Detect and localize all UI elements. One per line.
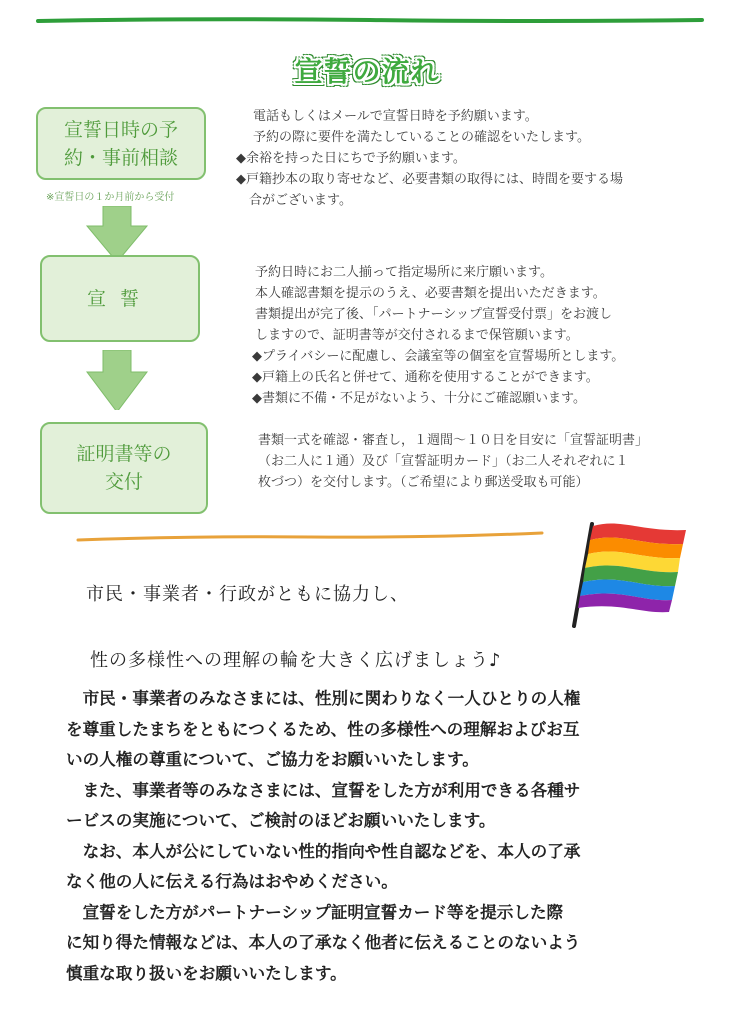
down-arrow-icon xyxy=(85,350,149,410)
body-line: いの人権の尊重について、ご協力をお願いいたします。 xyxy=(66,750,479,769)
body-line: を尊重したまちをともにつくるため、性の多様性への理解およびお互 xyxy=(66,719,580,739)
desc-line: ◆プライバシーに配慮し、会議室等の個室を宣誓場所とします。 xyxy=(252,349,625,364)
desc-line: ◆余裕を持った日にちで予約願います。 xyxy=(236,151,466,166)
body-line: ービスの実施について、ご検討のほどお願いいたします。 xyxy=(66,811,496,830)
desc-line: 合がございます。 xyxy=(249,193,352,208)
top-divider-line xyxy=(36,16,704,25)
step-reservation-label-line1: 宣誓日時の予 xyxy=(63,118,178,141)
page-title-container xyxy=(272,50,462,94)
body-line: なお、本人が公にしていない性的指向や性自認などを、本人の了承 xyxy=(66,841,581,861)
desc-line: 書類提出が完了後、「パートナーシップ宣誓受付票」をお渡し xyxy=(255,307,612,322)
step-reservation-label-line2: 約・事前相談 xyxy=(63,146,178,169)
body-line: 慎重な取り扱いをお願いいたします。 xyxy=(66,963,347,983)
desc-line: ◆書類に不備・不足がないよう、十分にご確認願います。 xyxy=(252,391,586,406)
step-reservation-description xyxy=(236,106,623,211)
rainbow-flag-icon xyxy=(566,520,690,630)
orange-divider-line xyxy=(76,530,544,544)
desc-line: ◆戸籍抄本の取り寄せなど、必要書類の取得には、時間を要する場 xyxy=(236,172,623,187)
step-issuance-label-line1: 証明書等の xyxy=(76,443,172,465)
body-line: に知り得た情報などは、本人の了承なく他者に伝えることのないよう xyxy=(66,933,581,952)
step-issuance-label-line2: 交付 xyxy=(104,471,143,493)
step-issuance-box xyxy=(40,422,208,514)
desc-line: 本人確認書類を提示のうえ、必要書類を提出いただきます。 xyxy=(255,286,606,301)
desc-line: 電話もしくはメールで宣誓日時を予約願います。 xyxy=(253,109,538,124)
slogan-line-2: 性の多様性への理解の輪を大きく広げましょう♪ xyxy=(90,650,502,671)
body-line: 市民・事業者のみなさまには、性別に関わりなく一人ひとりの人権 xyxy=(66,689,581,708)
step-reservation-box xyxy=(36,107,206,180)
page-title: 宣誓の流れ xyxy=(294,55,440,88)
desc-line: 予約の際に要件を満たしていることの確認をいたします。 xyxy=(253,130,590,145)
desc-line: （お二人に１通）及び「宣誓証明カード」（お二人それぞれに１ xyxy=(258,454,629,469)
body-line: 宣誓をした方がパートナーシップ証明宣誓カード等を提示した際 xyxy=(66,902,564,922)
desc-line: ◆戸籍上の氏名と併せて、通称を使用することができます。 xyxy=(252,370,599,385)
reservation-note: ※宣誓日の１か月前から受付 xyxy=(46,192,175,203)
desc-line: 書類一式を確認・審査し，１週間～１０日を目安に「宣誓証明書」 xyxy=(258,433,649,448)
closing-message xyxy=(66,684,686,989)
desc-line: しますので、証明書等が交付されるまで保管願います。 xyxy=(255,328,579,343)
desc-line: 枚づつ）を交付します。（ご希望により郵送受取も可能） xyxy=(258,475,589,490)
step-oath-label: 宣誓 xyxy=(86,287,153,310)
slogan-line-1: 市民・事業者・行政がともに協力し、 xyxy=(86,584,409,605)
body-line: また、事業者等のみなさまには、宣誓をした方が利用できる各種サ xyxy=(66,780,581,800)
desc-line: 予約日時にお二人揃って指定場所に来庁願います。 xyxy=(255,265,553,280)
step-oath-box xyxy=(40,255,200,342)
step-oath-description xyxy=(244,262,624,409)
body-line: なく他の人に伝える行為はおやめください。 xyxy=(66,872,398,891)
step-issuance-description xyxy=(258,430,648,493)
